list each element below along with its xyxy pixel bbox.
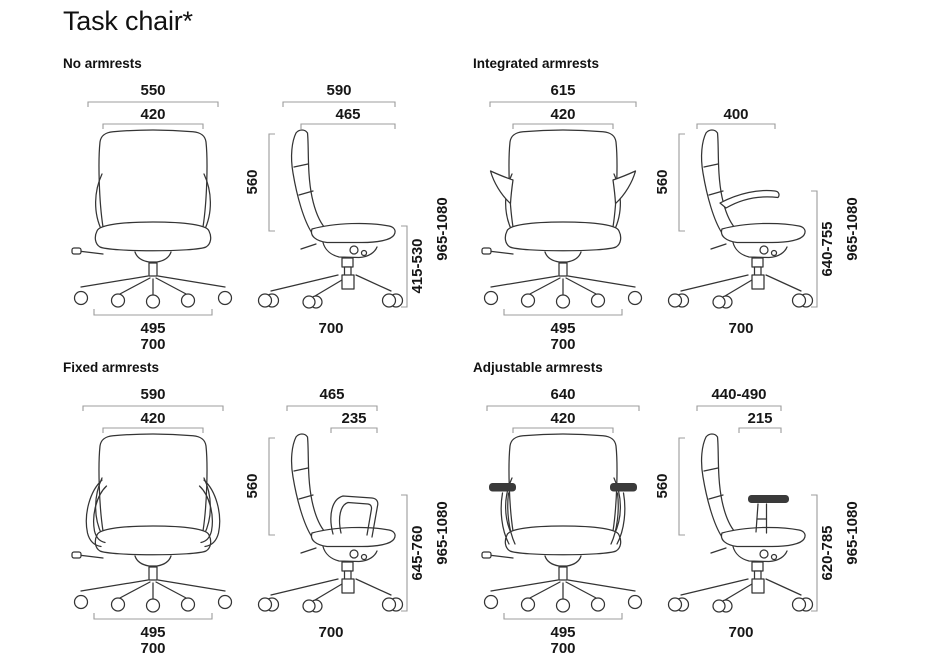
section-views xyxy=(63,79,475,351)
dim-side-armrest-height: 645-760 xyxy=(409,525,426,581)
dimension-bracket xyxy=(331,428,377,433)
dim-side-overall-height: 965-1080 xyxy=(844,197,861,261)
dim-side-base-depth: 700 xyxy=(318,624,344,641)
chair-illustration xyxy=(72,130,232,308)
dim-front-base-width: 700 xyxy=(140,336,166,351)
dim-side-armrest-depth: 235 xyxy=(341,410,367,427)
chair-side-view-integrated-armrests xyxy=(653,79,883,351)
dim-side-top-outer: 465 xyxy=(319,386,345,403)
chair-illustration xyxy=(669,130,813,308)
dim-front-overall-width: 550 xyxy=(140,82,166,99)
section-no-armrests xyxy=(63,56,475,351)
dim-side-armrest-height: 640-755 xyxy=(819,221,836,277)
dimension-bracket xyxy=(504,309,622,315)
chair-front-view-adjustable-armrests xyxy=(473,383,653,655)
dimension-bracket xyxy=(103,124,203,129)
dimension-bracket xyxy=(94,309,212,315)
chair-side-view-no-armrests xyxy=(243,79,473,351)
section-label: Integrated armrests xyxy=(473,56,600,71)
dim-side-backrest-height: 560 xyxy=(654,473,671,499)
dim-front-base-width: 700 xyxy=(550,336,576,351)
dim-side-armrest-depth: 215 xyxy=(747,410,773,427)
dim-front-backrest-width: 420 xyxy=(140,106,166,123)
section-fixed-armrests xyxy=(63,360,475,655)
dim-front-backrest-width: 420 xyxy=(140,410,166,427)
dimension-bracket xyxy=(513,124,613,129)
section-adjustable-armrests xyxy=(473,360,885,655)
dim-side-armrest-height: 620-785 xyxy=(819,525,836,581)
chair-front-view-integrated-armrests xyxy=(473,79,653,351)
chair-illustration xyxy=(482,130,642,308)
chair-front-view-fixed-armrests xyxy=(63,383,243,655)
dim-side-top-outer: 440-490 xyxy=(711,386,767,403)
dimension-bracket xyxy=(739,428,781,433)
dim-side-armrest-depth: 400 xyxy=(723,106,749,123)
section-label: No armrests xyxy=(63,56,142,71)
section-label: Adjustable armrests xyxy=(473,360,603,375)
page-title: Task chair* xyxy=(63,6,193,36)
dimension-bracket xyxy=(269,134,275,231)
dimension-bracket xyxy=(401,495,407,611)
dim-front-base-inner-width: 495 xyxy=(550,624,576,641)
section-label: Fixed armrests xyxy=(63,360,160,375)
dimension-bracket xyxy=(811,191,817,307)
dimension-bracket xyxy=(401,226,407,307)
dim-front-overall-width: 640 xyxy=(550,386,576,403)
section-views xyxy=(473,383,885,655)
chair-side-view-adjustable-armrests xyxy=(653,383,883,655)
dim-front-overall-width: 615 xyxy=(550,82,576,99)
dim-front-base-width: 700 xyxy=(550,640,576,655)
dim-side-base-depth: 700 xyxy=(728,320,754,337)
chair-illustration xyxy=(669,434,813,612)
dim-front-backrest-width: 420 xyxy=(550,410,576,427)
armrest-illustration xyxy=(720,191,779,209)
armrest-illustration xyxy=(491,171,636,204)
dim-side-overall-height: 965-1080 xyxy=(434,197,451,261)
dimension-bracket xyxy=(679,438,685,535)
chair-front-view-no-armrests xyxy=(63,79,243,351)
chair-illustration xyxy=(72,434,232,612)
dim-side-backrest-height: 560 xyxy=(244,169,261,195)
section-views xyxy=(63,383,475,655)
dimension-bracket xyxy=(513,428,613,433)
section-integrated-armrests xyxy=(473,56,885,351)
dim-side-backrest-height: 560 xyxy=(244,473,261,499)
dim-front-backrest-width: 420 xyxy=(550,106,576,123)
dim-side-top-outer: 590 xyxy=(326,82,352,99)
dim-side-seat-height: 415-530 xyxy=(409,238,426,294)
chair-illustration xyxy=(259,130,403,308)
dimension-bracket xyxy=(269,438,275,535)
dim-front-base-inner-width: 495 xyxy=(140,624,166,641)
dim-side-base-depth: 700 xyxy=(318,320,344,337)
dim-front-overall-width: 590 xyxy=(140,386,166,403)
dimension-bracket xyxy=(811,495,817,611)
dim-front-base-width: 700 xyxy=(140,640,166,655)
dim-front-base-inner-width: 495 xyxy=(550,320,576,337)
dim-side-top-inner: 465 xyxy=(335,106,361,123)
dim-front-base-inner-width: 495 xyxy=(140,320,166,337)
dim-side-base-depth: 700 xyxy=(728,624,754,641)
dim-side-overall-height: 965-1080 xyxy=(844,501,861,565)
dimension-bracket xyxy=(504,613,622,619)
chair-side-view-fixed-armrests xyxy=(243,383,473,655)
dimension-bracket xyxy=(94,613,212,619)
dim-side-overall-height: 965-1080 xyxy=(434,501,451,565)
dimension-bracket xyxy=(679,134,685,231)
dimension-bracket xyxy=(301,124,395,129)
dimension-bracket xyxy=(697,124,775,129)
dim-side-backrest-height: 560 xyxy=(654,169,671,195)
dimension-bracket xyxy=(103,428,203,433)
section-views xyxy=(473,79,885,351)
